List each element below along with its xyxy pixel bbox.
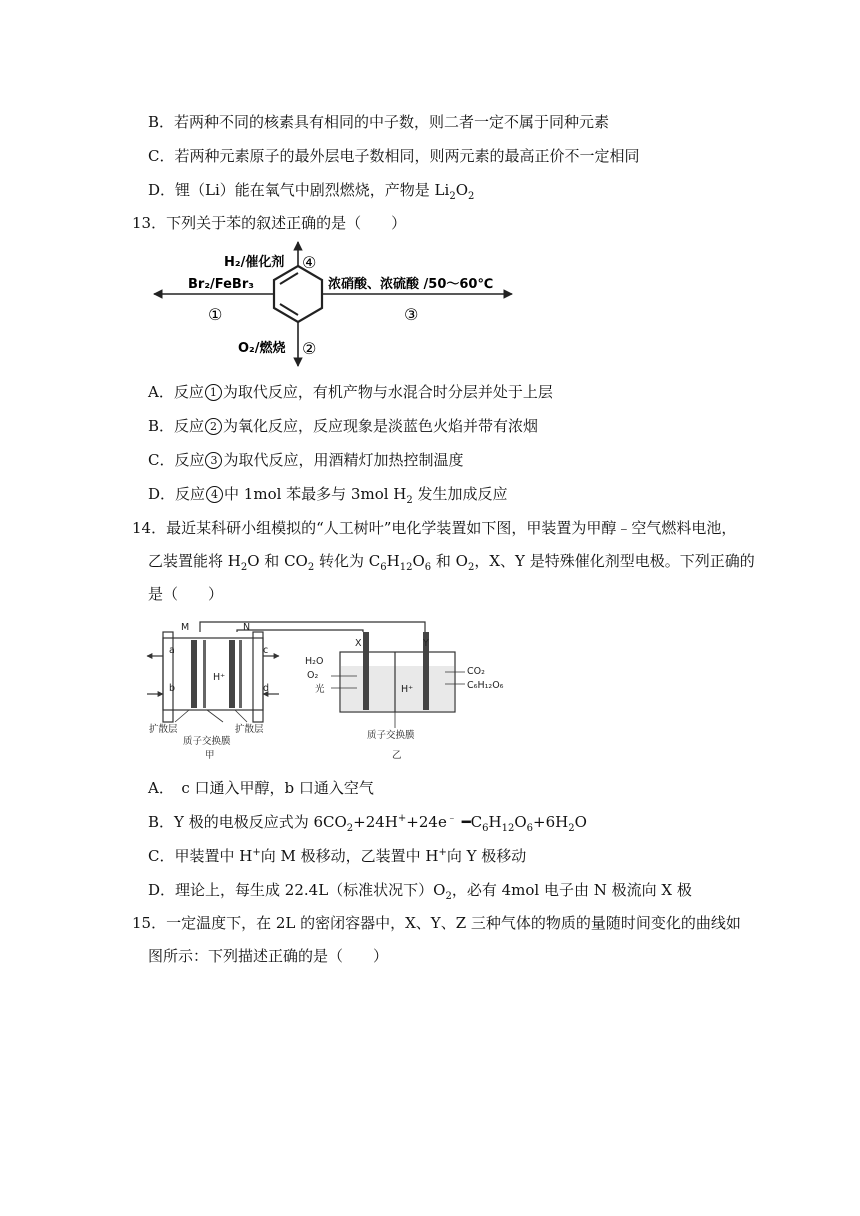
proton-right-label: H⁺ [401,684,414,695]
diffuse-layer-left-label: 扩散层 [149,724,178,735]
diffuse-layer-right-label: 扩散层 [235,724,264,735]
q13-option-d: D．反应 4 中 1mol 苯最多与 3mol $H_2$ 发生加成反应 [148,485,508,506]
co2-label: CO₂ [467,666,485,677]
q14-stem-line1: 14．最近某科研小组模拟的“人工树叶”电化学装置如下图，甲装置为甲醇﹣空气燃料电池， [132,519,737,537]
q15-stem-line2: 图所示：下列描述正确的是（ ） [148,947,389,965]
q14-stem-line2: 乙装置能将 $H_2O$ 和 $CO_2$ 转化为 $C_6H_{12}O_6$ 和 $O_2$，X、Y 是特殊催化剂型电极。下列正确的 [148,552,755,573]
q14-option-b: B．Y 极的电极反应式为 $6CO_2+24H^++24e^﹣$ $━C_6H_{12}O_6+6H_2O$ [148,813,587,834]
q14-option-d: D．理论上，每生成 22.4L（标准状况下）$O_2$，必有 4mol 电子由 N 极流向 X 极 [148,881,692,902]
electrode-y-label: Y [423,638,429,649]
reaction-1-number: ① [208,305,223,324]
port-d-label: d [263,683,270,694]
port-a-label: a [169,645,175,656]
benzene-reaction-diagram [150,238,520,373]
bottom-reagent-label: O₂/燃烧 [238,341,286,356]
electrode-n-label: N [243,622,251,633]
water-label: H₂O [305,656,324,667]
glucose-label: C₆H₁₂O₆ [467,680,504,691]
membrane-left-label: 质子交换膜 [183,736,231,747]
reaction-3-number: ③ [404,305,419,324]
q13-option-b: B．反应 2 为氧化反应，反应现象是淡蓝色火焰并带有浓烟 [148,417,539,435]
electrode-x-label: X [355,638,362,649]
q13-option-c: C．反应 3 为取代反应，用酒精灯加热控制温度 [148,451,464,469]
port-b-label: b [169,683,176,694]
q15-stem-line1: 15．一定温度下，在 2L 的密闭容器中，X、Y、Z 三种气体的物质的量随时间变化的曲线如 [132,914,741,932]
membrane-right-label: 质子交换膜 [367,730,415,741]
q12-option-d: D．锂（Li）能在氧气中剧烈燃烧，产物是 $Li_2O_2$ [148,181,475,202]
q14-stem-line3: 是（ ） [148,585,224,603]
q14-option-a: A． c 口通入甲醇，b 口通入空气 [148,779,374,797]
port-c-label: c [263,645,269,656]
q12-option-b: B．若两种不同的核素具有相同的中子数，则二者一定不属于同种元素 [148,113,610,131]
q13-option-a: A．反应 1 为取代反应，有机产物与水混合时分层并处于上层 [148,383,553,401]
right-reagent-label: 浓硝酸、浓硫酸 /50～60℃ [328,277,494,292]
proton-left-label: H⁺ [213,672,226,683]
reaction-2-number: ② [302,339,317,358]
light-label: 光 [315,684,325,695]
q13-stem: 13．下列关于苯的叙述正确的是（ ） [132,214,407,232]
electrode-m-label: M [181,622,190,633]
device-jia-label: 甲 [205,750,215,761]
top-reagent-label: H₂/催化剂 [224,255,285,270]
electrochemical-device-diagram [145,618,525,768]
left-reagent-label: Br₂/FeBr₃ [188,277,254,292]
q12-option-c: C．若两种元素原子的最外层电子数相同，则两元素的最高正价不一定相同 [148,147,640,165]
reaction-4-number: ④ [302,253,317,272]
oxygen-label: O₂ [307,670,319,681]
q14-option-c: C．甲装置中 H+向 M 极移动，乙装置中 H+向 Y 极移动 [148,847,527,865]
device-yi-label: 乙 [392,750,402,761]
